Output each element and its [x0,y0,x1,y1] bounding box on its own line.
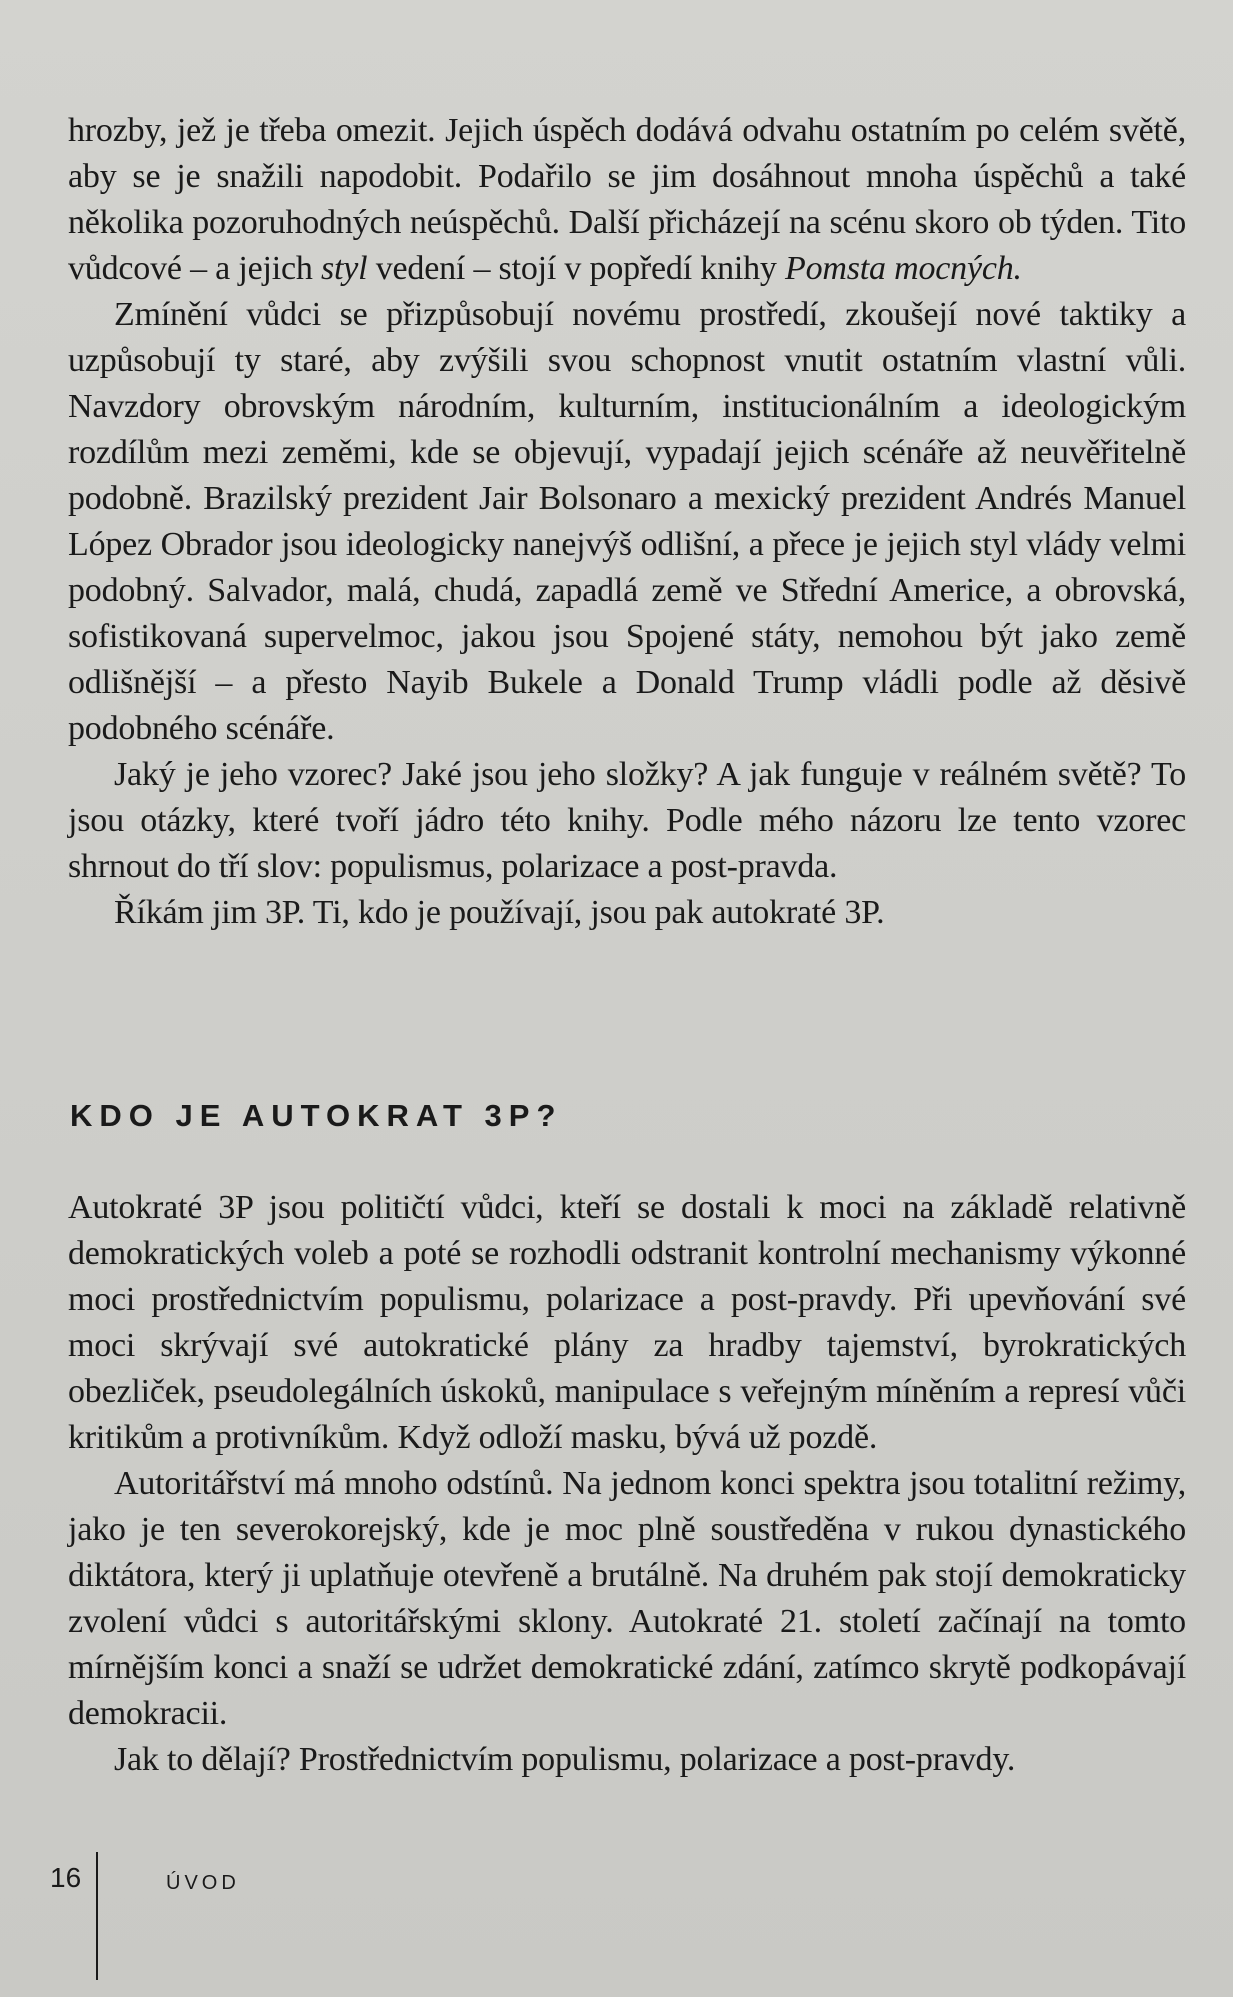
paragraph-2: Zmínění vůdci se přizpůsobují novému prostředí, zkoušejí nové taktiky a uzpůsobují ty staré, aby zvýšili svou schopnost vnutit ostatním vlastní vůli. Navzdory obrovským národním, kulturním, institucionálním a ideologickým rozdílům mezi zeměmi, kde se objevují, vypadají jejich scénáře až neuvěřitelně podobně. Brazilský prezident Jair Bolsonaro a mexický prezident Andrés Manuel López Obrador jsou ideologicky nanejvýš odlišní, a přece je jejich styl vlády velmi podobný. Salvador, malá, chudá, zapadlá země ve Střední Americe, a obrovská, sofistikovaná supervelmoc, jakou jsou Spojené státy, nemohou být jako země odlišnější – a přesto Nayib Bukele a Donald Trump vládli podle až děsivě podobného scénáře. [68,296,1186,747]
paragraph-7: Jak to dělají? Prostřednictvím populismu, polarizace a post-pravdy. [114,1741,1016,1778]
section-heading: KDO JE AUTOKRAT 3P? [70,1098,563,1133]
footer-divider [96,1852,98,1980]
book-title-italic: Pomsta mocných. [785,250,1022,287]
emphasis-styl: styl [321,250,368,287]
paragraph-6: Autoritářství má mnoho odstínů. Na jednom konci spektra jsou totalitní režimy, jako je ten severokorejský, kde je moc plně soustředěna v rukou dynastického diktátora, který ji uplatňuje otevřeně a brutálně. Na druhém pak stojí demokraticky zvolení vůdci s autoritářskými sklony. Autokraté 21. století začínají na tomto mírnějším konci a snaží se udržet demokratické zdání, zatímco skrytě podkopávají demokracii. [68,1465,1186,1732]
body-text-top [68,108,1186,936]
paragraph-3: Jaký je jeho vzorec? Jaké jsou jeho složky? A jak funguje v reálném světě? To jsou otázky, které tvoří jádro této knihy. Podle mého názoru lze tento vzorec shrnout do tří slov: populismus, polarizace a post-pravda. [68,756,1186,885]
body-text-bottom [68,1185,1186,1783]
paragraph-1 [68,108,1186,292]
paragraph-4: Říkám jim 3P. Ti, kdo je používají, jsou pak autokraté 3P. [114,894,885,931]
paragraph-1-text-b: vedení – stojí v popředí knihy [367,250,786,287]
running-footer-section: ÚVOD [166,1872,240,1894]
page-number: 16 [50,1862,82,1893]
paragraph-5: Autokraté 3P jsou političtí vůdci, kteří se dostali k moci na základě relativně demokratických voleb a poté se rozhodli odstranit kontrolní mechanismy výkonné moci prostřednictvím populismu, polarizace a post-pravdy. Při upevňování své moci skrývají své autokratické plány za hradby tajemství, byrokratických obezliček, pseudolegálních úskoků, manipulace s veřejným míněním a represí vůči kritikům a protivníkům. Když odloží masku, bývá už pozdě. [68,1189,1186,1456]
paragraph-1-text-a: hrozby, jež je třeba omezit. Jejich úspěch dodává odvahu ostatním po celém světě, aby se je snažili napodobit. Podařilo se jim dosáhnout mnoha úspěchů a také několika pozoruhodných neúspěchů. Další přicházejí na scénu skoro ob týden. Tito vůdcové – a jejich [68,112,1186,287]
